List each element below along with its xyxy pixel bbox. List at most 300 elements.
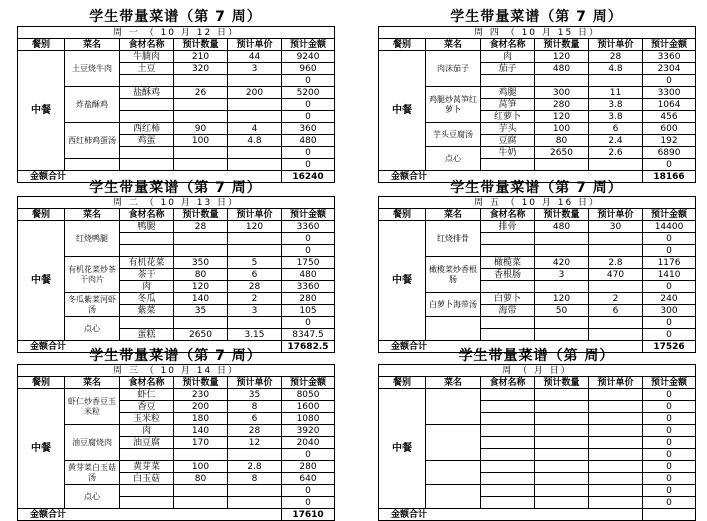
ingredient-name — [120, 111, 174, 123]
planned-quantity: 100 — [174, 461, 228, 473]
planned-unit-price: 28 — [228, 281, 282, 293]
planned-amount: 14400 — [643, 221, 696, 233]
planned-amount: 456 — [643, 111, 696, 123]
planned-quantity: 280 — [535, 99, 589, 111]
planned-quantity: 140 — [174, 425, 228, 437]
ingredient-name: 黄芽菜 — [120, 461, 174, 473]
ingredient-name: 蛋糕 — [120, 329, 174, 341]
ingredient-name — [481, 461, 535, 473]
planned-unit-price: 8 — [228, 473, 282, 485]
column-header: 预计数量 — [535, 377, 589, 389]
planned-unit-price — [228, 449, 282, 461]
table-row — [379, 485, 696, 497]
table-row — [379, 389, 696, 401]
dish-name: 土豆烧牛肉 — [65, 51, 120, 87]
day-row — [379, 365, 696, 377]
day-row — [18, 27, 335, 39]
planned-unit-price: 4.8 — [228, 135, 282, 147]
table-row — [18, 389, 335, 401]
planned-unit-price — [589, 473, 643, 485]
planned-quantity — [174, 75, 228, 87]
planned-amount: 0 — [643, 317, 696, 329]
dish-name: 红烧排骨 — [426, 221, 481, 257]
ingredient-name: 虾仁 — [120, 389, 174, 401]
planned-quantity: 350 — [174, 257, 228, 269]
ingredient-name: 茄子 — [481, 63, 535, 75]
planned-amount: 3300 — [643, 87, 696, 99]
ingredient-name: 油豆腐 — [120, 437, 174, 449]
planned-quantity: 80 — [174, 269, 228, 281]
planned-quantity: 300 — [535, 87, 589, 99]
column-header: 菜名 — [65, 377, 120, 389]
table-row — [18, 123, 335, 135]
planned-quantity — [535, 281, 589, 293]
planned-amount: 9240 — [282, 51, 335, 63]
planned-quantity: 320 — [174, 63, 228, 75]
planned-quantity: 80 — [174, 473, 228, 485]
planned-quantity — [174, 159, 228, 171]
planned-amount: 3920 — [282, 425, 335, 437]
planned-quantity — [535, 75, 589, 87]
planned-quantity — [174, 245, 228, 257]
column-header: 食材名称 — [120, 209, 174, 221]
dish-name — [426, 317, 481, 341]
planned-amount: 0 — [643, 281, 696, 293]
header-row — [18, 39, 335, 51]
column-header: 菜名 — [65, 209, 120, 221]
planned-unit-price — [589, 413, 643, 425]
day-label: 周 一 （ 10 月 12 日） — [18, 27, 335, 39]
planned-unit-price — [228, 75, 282, 87]
planned-amount: 8050 — [282, 389, 335, 401]
ingredient-name: 橄榄菜 — [481, 257, 535, 269]
planned-unit-price — [228, 233, 282, 245]
planned-amount: 6890 — [643, 147, 696, 159]
planned-amount: 300 — [643, 305, 696, 317]
dish-name — [426, 485, 481, 509]
ingredient-name — [481, 245, 535, 257]
planned-quantity: 2650 — [535, 147, 589, 159]
column-header: 预计金额 — [643, 377, 696, 389]
dish-name: 芋头豆腐汤 — [426, 123, 481, 147]
planned-quantity — [174, 99, 228, 111]
planned-unit-price — [228, 111, 282, 123]
column-header: 预计单价 — [589, 209, 643, 221]
planned-quantity — [535, 233, 589, 245]
planned-unit-price: 3 — [228, 305, 282, 317]
planned-quantity — [535, 401, 589, 413]
header-row — [379, 377, 696, 389]
header-row — [379, 39, 696, 51]
sheet-title: 学生带量菜谱（第 7 周） — [450, 9, 623, 25]
dish-name — [65, 159, 120, 171]
planned-quantity: 420 — [535, 257, 589, 269]
dish-name: 红烧鸭腿 — [65, 221, 120, 257]
planned-unit-price: 4.8 — [589, 63, 643, 75]
planned-unit-price: 4 — [228, 123, 282, 135]
planned-quantity — [535, 473, 589, 485]
planned-quantity — [535, 425, 589, 437]
planned-unit-price — [589, 461, 643, 473]
planned-unit-price: 28 — [589, 51, 643, 63]
planned-unit-price: 35 — [228, 389, 282, 401]
planned-amount: 0 — [282, 449, 335, 461]
column-header: 预计金额 — [282, 377, 335, 389]
planned-quantity — [174, 317, 228, 329]
dish-name: 白萝卜海带汤 — [426, 293, 481, 317]
planned-unit-price — [589, 159, 643, 171]
column-header: 预计数量 — [174, 39, 228, 51]
day-row — [18, 365, 335, 377]
dish-name: 西红柿鸡蛋汤 — [65, 123, 120, 159]
table-row — [379, 425, 696, 437]
menu-table — [378, 26, 696, 183]
total-amount: 16240 — [282, 171, 335, 183]
day-row — [379, 27, 696, 39]
meal-type: 中餐 — [18, 389, 65, 509]
planned-amount: 3360 — [643, 51, 696, 63]
planned-quantity — [535, 437, 589, 449]
table-row — [379, 293, 696, 305]
planned-amount: 0 — [643, 413, 696, 425]
planned-quantity: 200 — [174, 401, 228, 413]
ingredient-name: 红萝卜 — [481, 111, 535, 123]
ingredient-name — [481, 449, 535, 461]
planned-amount: 0 — [282, 99, 335, 111]
ingredient-name — [481, 75, 535, 87]
ingredient-name: 紫菜 — [120, 305, 174, 317]
planned-amount: 0 — [643, 437, 696, 449]
planned-unit-price: 2 — [589, 293, 643, 305]
ingredient-name — [481, 159, 535, 171]
ingredient-name — [481, 233, 535, 245]
planned-quantity: 120 — [174, 281, 228, 293]
planned-amount: 480 — [282, 135, 335, 147]
menu-table — [17, 26, 335, 183]
planned-unit-price — [589, 245, 643, 257]
planned-unit-price — [589, 437, 643, 449]
ingredient-name: 香根肠 — [481, 269, 535, 281]
planned-unit-price — [589, 449, 643, 461]
planned-amount: 0 — [643, 473, 696, 485]
column-header: 预计金额 — [282, 209, 335, 221]
ingredient-name: 香豆 — [120, 401, 174, 413]
planned-amount: 2040 — [282, 437, 335, 449]
dish-name: 油豆腐烧肉 — [65, 425, 120, 461]
ingredient-name — [481, 437, 535, 449]
planned-amount: 0 — [282, 317, 335, 329]
planned-quantity: 230 — [174, 389, 228, 401]
dish-name — [426, 461, 481, 485]
planned-amount: 0 — [643, 449, 696, 461]
planned-amount: 960 — [282, 63, 335, 75]
planned-quantity: 480 — [535, 63, 589, 75]
planned-unit-price — [589, 281, 643, 293]
planned-amount: 1064 — [643, 99, 696, 111]
ingredient-name — [120, 75, 174, 87]
table-row — [18, 461, 335, 473]
planned-amount: 0 — [282, 245, 335, 257]
planned-amount: 280 — [282, 293, 335, 305]
planned-quantity — [535, 485, 589, 497]
column-header: 预计单价 — [589, 377, 643, 389]
column-header: 菜名 — [426, 377, 481, 389]
planned-unit-price — [589, 329, 643, 341]
dish-name — [426, 389, 481, 425]
table-row — [18, 425, 335, 437]
planned-quantity: 180 — [174, 413, 228, 425]
ingredient-name — [481, 401, 535, 413]
meal-type: 中餐 — [379, 389, 426, 509]
meal-type: 中餐 — [18, 51, 65, 171]
planned-unit-price — [589, 389, 643, 401]
column-header: 餐别 — [379, 39, 426, 51]
ingredient-name — [481, 281, 535, 293]
planned-quantity: 140 — [174, 293, 228, 305]
planned-unit-price: 2.4 — [589, 135, 643, 147]
planned-amount: 0 — [282, 159, 335, 171]
total-label: 金额合计 — [379, 509, 643, 521]
dish-name: 炸盐酥鸡 — [65, 87, 120, 123]
dish-name — [426, 425, 481, 461]
total-amount: 18166 — [643, 171, 696, 183]
table-row — [379, 461, 696, 473]
total-row — [18, 509, 335, 521]
planned-amount: 0 — [643, 389, 696, 401]
ingredient-name: 芋头 — [481, 123, 535, 135]
ingredient-name — [481, 485, 535, 497]
planned-quantity — [174, 485, 228, 497]
planned-unit-price — [589, 485, 643, 497]
day-label: 周 三 （ 10 月 14 日） — [18, 365, 335, 377]
total-amount: 17682.5 — [282, 341, 335, 353]
planned-quantity: 90 — [174, 123, 228, 135]
column-header: 食材名称 — [481, 377, 535, 389]
planned-amount: 0 — [643, 425, 696, 437]
planned-amount: 480 — [282, 269, 335, 281]
sheet-title: 学生带量菜谱（第 7 周） — [450, 180, 623, 196]
column-header: 预计单价 — [228, 39, 282, 51]
ingredient-name: 鸡腿 — [481, 87, 535, 99]
ingredient-name — [120, 317, 174, 329]
planned-amount: 3360 — [282, 281, 335, 293]
column-header: 预计金额 — [643, 39, 696, 51]
planned-quantity — [535, 497, 589, 509]
ingredient-name: 牛腩肉 — [120, 51, 174, 63]
planned-unit-price: 44 — [228, 51, 282, 63]
planned-amount: 0 — [282, 111, 335, 123]
planned-unit-price: 6 — [228, 269, 282, 281]
column-header: 食材名称 — [481, 39, 535, 51]
table-row — [18, 51, 335, 63]
planned-amount: 1600 — [282, 401, 335, 413]
planned-unit-price: 8 — [228, 401, 282, 413]
planned-unit-price: 2.6 — [589, 147, 643, 159]
planned-amount: 0 — [643, 497, 696, 509]
header-row — [18, 209, 335, 221]
day-row — [379, 197, 696, 209]
ingredient-name: 西红柿 — [120, 123, 174, 135]
planned-unit-price: 12 — [228, 437, 282, 449]
day-label: 周 （ 月 日） — [379, 365, 696, 377]
ingredient-name: 有机花菜 — [120, 257, 174, 269]
planned-unit-price — [228, 317, 282, 329]
planned-unit-price — [228, 147, 282, 159]
planned-quantity — [535, 317, 589, 329]
table-row — [18, 317, 335, 329]
planned-quantity — [535, 159, 589, 171]
ingredient-name — [120, 99, 174, 111]
planned-unit-price: 120 — [228, 221, 282, 233]
ingredient-name: 玉米粒 — [120, 413, 174, 425]
menu-table — [17, 196, 335, 353]
planned-quantity: 170 — [174, 437, 228, 449]
ingredient-name: 冬瓜 — [120, 293, 174, 305]
planned-unit-price — [228, 159, 282, 171]
header-row — [379, 209, 696, 221]
planned-amount: 2304 — [643, 63, 696, 75]
meal-type: 中餐 — [18, 221, 65, 341]
table-row — [379, 147, 696, 159]
total-amount: 17610 — [282, 509, 335, 521]
planned-amount: 1176 — [643, 257, 696, 269]
table-row — [379, 87, 696, 99]
planned-quantity: 120 — [535, 293, 589, 305]
planned-unit-price — [589, 401, 643, 413]
menu-table — [17, 364, 335, 521]
column-header: 预计金额 — [282, 39, 335, 51]
planned-quantity — [174, 233, 228, 245]
planned-amount: 0 — [282, 233, 335, 245]
ingredient-name: 排骨 — [481, 221, 535, 233]
ingredient-name — [120, 159, 174, 171]
planned-unit-price: 30 — [589, 221, 643, 233]
planned-unit-price: 3.15 — [228, 329, 282, 341]
ingredient-name — [481, 497, 535, 509]
planned-quantity — [535, 449, 589, 461]
ingredient-name — [120, 485, 174, 497]
planned-quantity — [535, 461, 589, 473]
day-label: 周 四 （ 10 月 15 日） — [379, 27, 696, 39]
table-row — [18, 485, 335, 497]
table-row — [18, 257, 335, 269]
planned-amount: 240 — [643, 293, 696, 305]
planned-unit-price: 5 — [228, 257, 282, 269]
total-amount: 17526 — [643, 341, 696, 353]
column-header: 食材名称 — [120, 377, 174, 389]
total-row — [379, 509, 696, 521]
dish-name: 虾仁炒香豆玉米粒 — [65, 389, 120, 425]
column-header: 预计金额 — [643, 209, 696, 221]
planned-quantity: 35 — [174, 305, 228, 317]
table-row — [379, 221, 696, 233]
ingredient-name: 牛奶 — [481, 147, 535, 159]
planned-unit-price — [589, 75, 643, 87]
planned-amount: 1410 — [643, 269, 696, 281]
planned-amount: 8347.5 — [282, 329, 335, 341]
ingredient-name — [481, 425, 535, 437]
column-header: 餐别 — [379, 209, 426, 221]
planned-unit-price: 3.8 — [589, 99, 643, 111]
ingredient-name: 鸭腿 — [120, 221, 174, 233]
ingredient-name — [120, 245, 174, 257]
planned-amount: 0 — [643, 159, 696, 171]
planned-amount: 640 — [282, 473, 335, 485]
planned-unit-price: 6 — [589, 305, 643, 317]
table-row — [379, 317, 696, 329]
planned-unit-price — [228, 497, 282, 509]
ingredient-name: 肉 — [481, 51, 535, 63]
header-row — [18, 377, 335, 389]
dish-name: 冬瓜紫菜河虾汤 — [65, 293, 120, 317]
column-header: 餐别 — [18, 377, 65, 389]
table-row — [379, 123, 696, 135]
planned-unit-price — [589, 233, 643, 245]
planned-amount: 0 — [643, 245, 696, 257]
ingredient-name: 肉 — [120, 425, 174, 437]
ingredient-name: 盐酥鸡 — [120, 87, 174, 99]
planned-amount: 0 — [643, 329, 696, 341]
column-header: 预计单价 — [228, 209, 282, 221]
ingredient-name: 肉 — [120, 281, 174, 293]
column-header: 食材名称 — [481, 209, 535, 221]
column-header: 菜名 — [65, 39, 120, 51]
planned-quantity — [535, 329, 589, 341]
planned-amount: 360 — [282, 123, 335, 135]
planned-quantity — [535, 245, 589, 257]
planned-quantity — [174, 497, 228, 509]
ingredient-name: 白萝卜 — [481, 293, 535, 305]
table-row — [18, 87, 335, 99]
planned-unit-price — [228, 99, 282, 111]
planned-quantity: 100 — [535, 123, 589, 135]
ingredient-name: 豆腐 — [481, 135, 535, 147]
column-header: 菜名 — [426, 39, 481, 51]
ingredient-name: 鸡蛋 — [120, 135, 174, 147]
planned-unit-price: 3.8 — [589, 111, 643, 123]
total-label: 金额合计 — [379, 341, 643, 353]
total-label: 金额合计 — [379, 171, 643, 183]
planned-quantity: 2650 — [174, 329, 228, 341]
planned-amount: 1080 — [282, 413, 335, 425]
column-header: 预计数量 — [535, 209, 589, 221]
planned-amount: 280 — [282, 461, 335, 473]
dish-name: 点心 — [65, 485, 120, 509]
table-row — [379, 257, 696, 269]
table-row — [18, 159, 335, 171]
ingredient-name: 茶干 — [120, 269, 174, 281]
planned-unit-price: 6 — [228, 413, 282, 425]
ingredient-name — [481, 389, 535, 401]
planned-amount: 1750 — [282, 257, 335, 269]
ingredient-name — [120, 497, 174, 509]
dish-name: 橄榄菜炒香根肠 — [426, 257, 481, 293]
planned-unit-price — [589, 425, 643, 437]
menu-table — [378, 196, 696, 353]
planned-amount: 5200 — [282, 87, 335, 99]
planned-unit-price: 3 — [228, 63, 282, 75]
planned-quantity: 480 — [535, 221, 589, 233]
planned-amount: 0 — [282, 485, 335, 497]
planned-quantity: 26 — [174, 87, 228, 99]
planned-unit-price: 11 — [589, 87, 643, 99]
planned-unit-price — [228, 245, 282, 257]
planned-amount: 0 — [282, 147, 335, 159]
planned-quantity: 80 — [535, 135, 589, 147]
dish-name: 有机花菜炒茶干肉片 — [65, 257, 120, 293]
planned-quantity: 28 — [174, 221, 228, 233]
planned-unit-price: 2.8 — [589, 257, 643, 269]
